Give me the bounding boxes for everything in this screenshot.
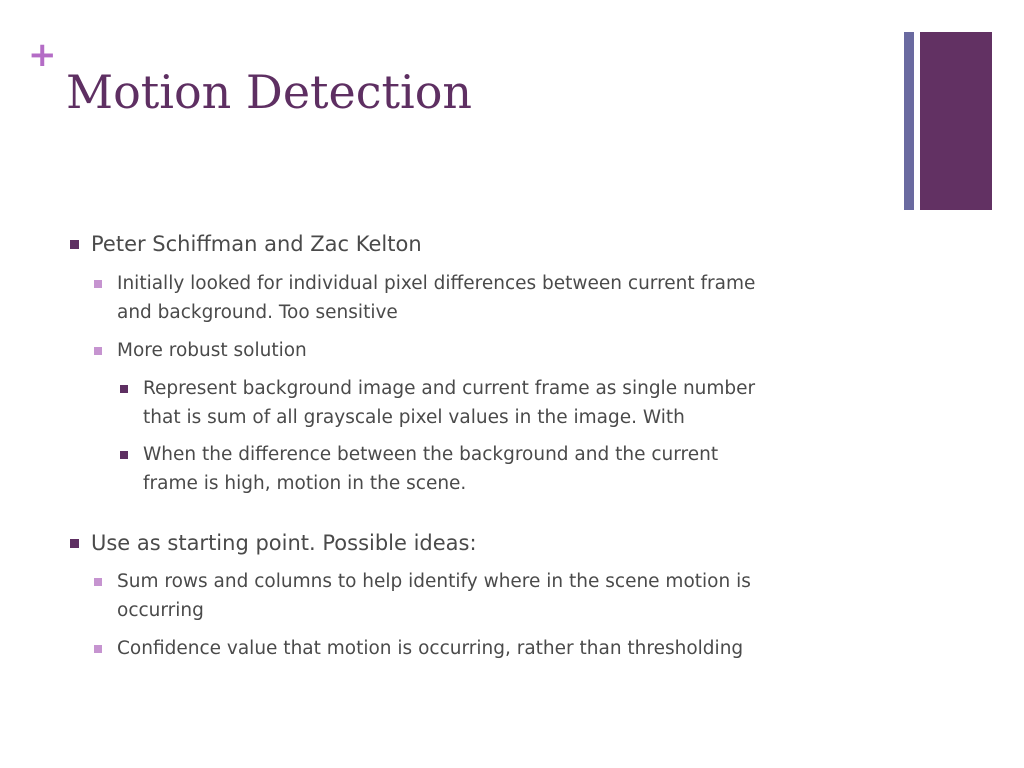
square-bullet-icon [94,645,102,653]
bullet-text-line: Sum rows and columns to help identify where in the scene motion is [117,571,751,592]
bullet-text-line: and background. Too sensitive [117,302,398,323]
bullet-text-line: Initially looked for individual pixel differences between current frame [117,273,756,294]
square-bullet-icon [94,578,102,586]
square-bullet-icon [94,347,102,355]
bullet-text-line: When the difference between the background and the current [143,444,719,465]
square-bullet-icon [120,385,128,393]
bullet-text-line: Confidence value that motion is occurring, rather than thresholding [117,638,744,659]
bullet-text: Use as starting point. Possible ideas: [91,531,477,555]
square-bullet-icon [120,451,128,459]
square-bullet-icon [94,280,102,288]
square-bullet-icon [70,240,79,249]
bullet-text: Peter Schiffman and Zac Kelton [91,232,422,256]
bullet-text-line: that is sum of all grayscale pixel values in the image. With [143,407,685,428]
bullet-text-line: frame is high, motion in the scene. [143,473,467,494]
bullet-text-line: occurring [117,600,204,621]
square-bullet-icon [70,539,79,548]
plus-decoration-icon: + [28,35,57,75]
bullet-text-line: Represent background image and current frame as single number [143,378,756,399]
slide-title: Motion Detection [66,65,473,119]
bullet-text-line: More robust solution [117,340,307,361]
